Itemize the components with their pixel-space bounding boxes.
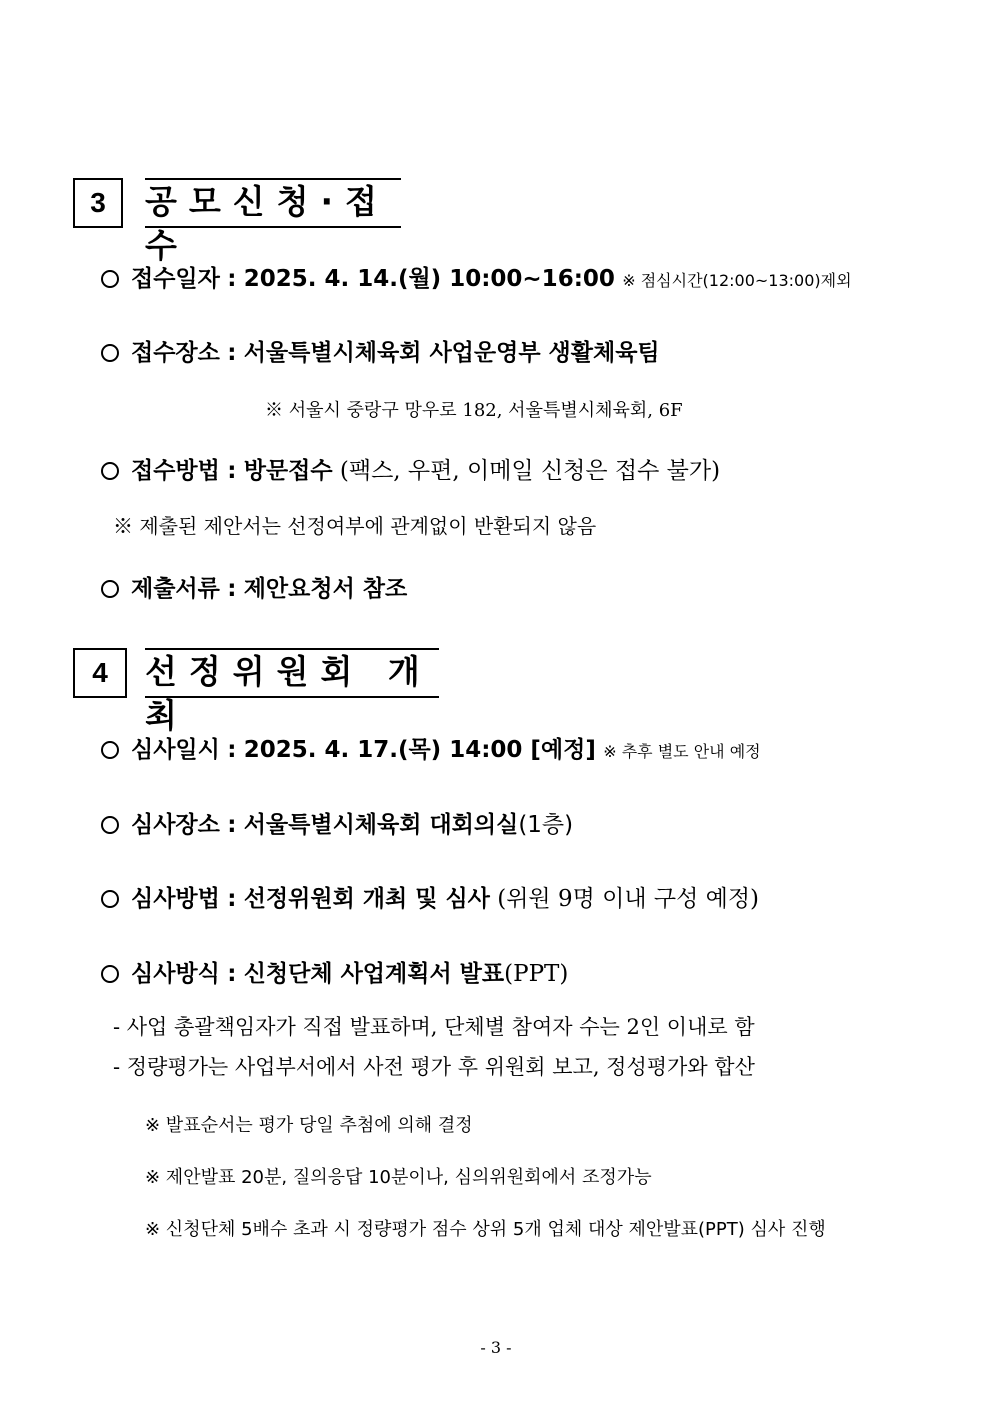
item-review-place: 심사장소 : 서울특별시체육회 대회의실(1층) (101, 806, 573, 839)
circle-bullet-icon (101, 344, 119, 362)
receipt-method-note: ※ 제출된 제안서는 선정여부에 관계없이 반환되지 않음 (113, 514, 597, 538)
circle-bullet-icon (101, 462, 119, 480)
item-review-format: 심사방식 : 신청단체 사업계획서 발표(PPT) (101, 955, 568, 988)
receipt-place-address: ※ 서울시 중랑구 망우로 182, 서울특별시체육회, 6F (265, 400, 683, 421)
item-review-date: 심사일시 : 2025. 4. 17.(목) 14:00 [예정] ※ 추후 별도 안내 예정 (101, 731, 761, 764)
circle-bullet-icon (101, 270, 119, 288)
section-number-3: 3 (73, 178, 123, 228)
section-title-3: 공모신청·접수 (145, 178, 401, 228)
item-receipt-place: 접수장소 : 서울특별시체육회 사업운영부 생활체육팀 (101, 334, 660, 367)
item-review-method: 심사방법 : 선정위원회 개최 및 심사 (위원 9명 이내 구성 예정) (101, 880, 759, 913)
circle-bullet-icon (101, 580, 119, 598)
item-receipt-date: 접수일자 : 2025. 4. 14.(월) 10:00~16:00 ※ 점심시간(12:00~13:00)제외 (101, 260, 852, 293)
section-number-4: 4 (73, 648, 127, 698)
circle-bullet-icon (101, 741, 119, 759)
circle-bullet-icon (101, 890, 119, 908)
item-documents: 제출서류 : 제안요청서 참조 (101, 570, 407, 603)
note-line-2: ※ 제안발표 20분, 질의응답 10분이나, 심의위원회에서 조정가능 (145, 1167, 652, 1188)
circle-bullet-icon (101, 816, 119, 834)
dash-line-1: - 사업 총괄책임자가 직접 발표하며, 단체별 참여자 수는 2인 이내로 함 (113, 1015, 755, 1039)
page-number: - 3 - (480, 1338, 512, 1357)
circle-bullet-icon (101, 965, 119, 983)
section-title-4: 선정위원회 개최 (145, 648, 439, 698)
note-line-3: ※ 신청단체 5배수 초과 시 정량평가 점수 상위 5개 업체 대상 제안발표(PPT) 심사 진행 (145, 1219, 826, 1240)
item-receipt-method: 접수방법 : 방문접수 (팩스, 우편, 이메일 신청은 접수 불가) (101, 452, 720, 485)
dash-line-2: - 정량평가는 사업부서에서 사전 평가 후 위원회 보고, 정성평가와 합산 (113, 1055, 755, 1079)
note-line-1: ※ 발표순서는 평가 당일 추첨에 의해 결정 (145, 1115, 473, 1136)
